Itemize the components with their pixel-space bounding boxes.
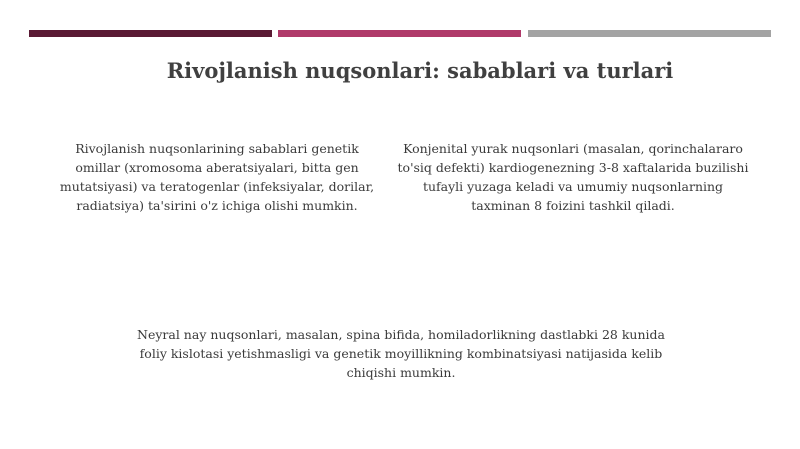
accent-bar-dark [29, 30, 272, 37]
text-block-heart-defects: Konjenital yurak nuqsonlari (masalan, qorinchalararo to'siq defekti) kardiogenezning 3-8 xaftalarida buzilishi tufayli yuzaga keladi va umumiy nuqsonlarning taxminan 8 foizini tashkil qiladi. [397, 141, 749, 213]
slide-title: Rivojlanish nuqsonlari: sabablari va turlari [166, 58, 674, 83]
text-block-causes: Rivojlanish nuqsonlarining sabablari genetik omillar (xromosoma aberatsiyalari, bitta gen mutatsiyasi) va teratogenlar (infeksiyalar, dorilar, radiatsiya) ta'sirini o'z ichiga olishi mumkin. [59, 141, 375, 213]
accent-bar-gray [528, 30, 771, 37]
accent-bar-magenta [278, 30, 521, 37]
text-block-neural-tube: Neyral nay nuqsonlari, masalan, spina bifida, homiladorlikning dastlabki 28 kunida foliy kislotasi yetishmasligi va genetik moyillikning kombinatsiyasi natijasida kelib chiqishi mumkin. [137, 327, 665, 380]
